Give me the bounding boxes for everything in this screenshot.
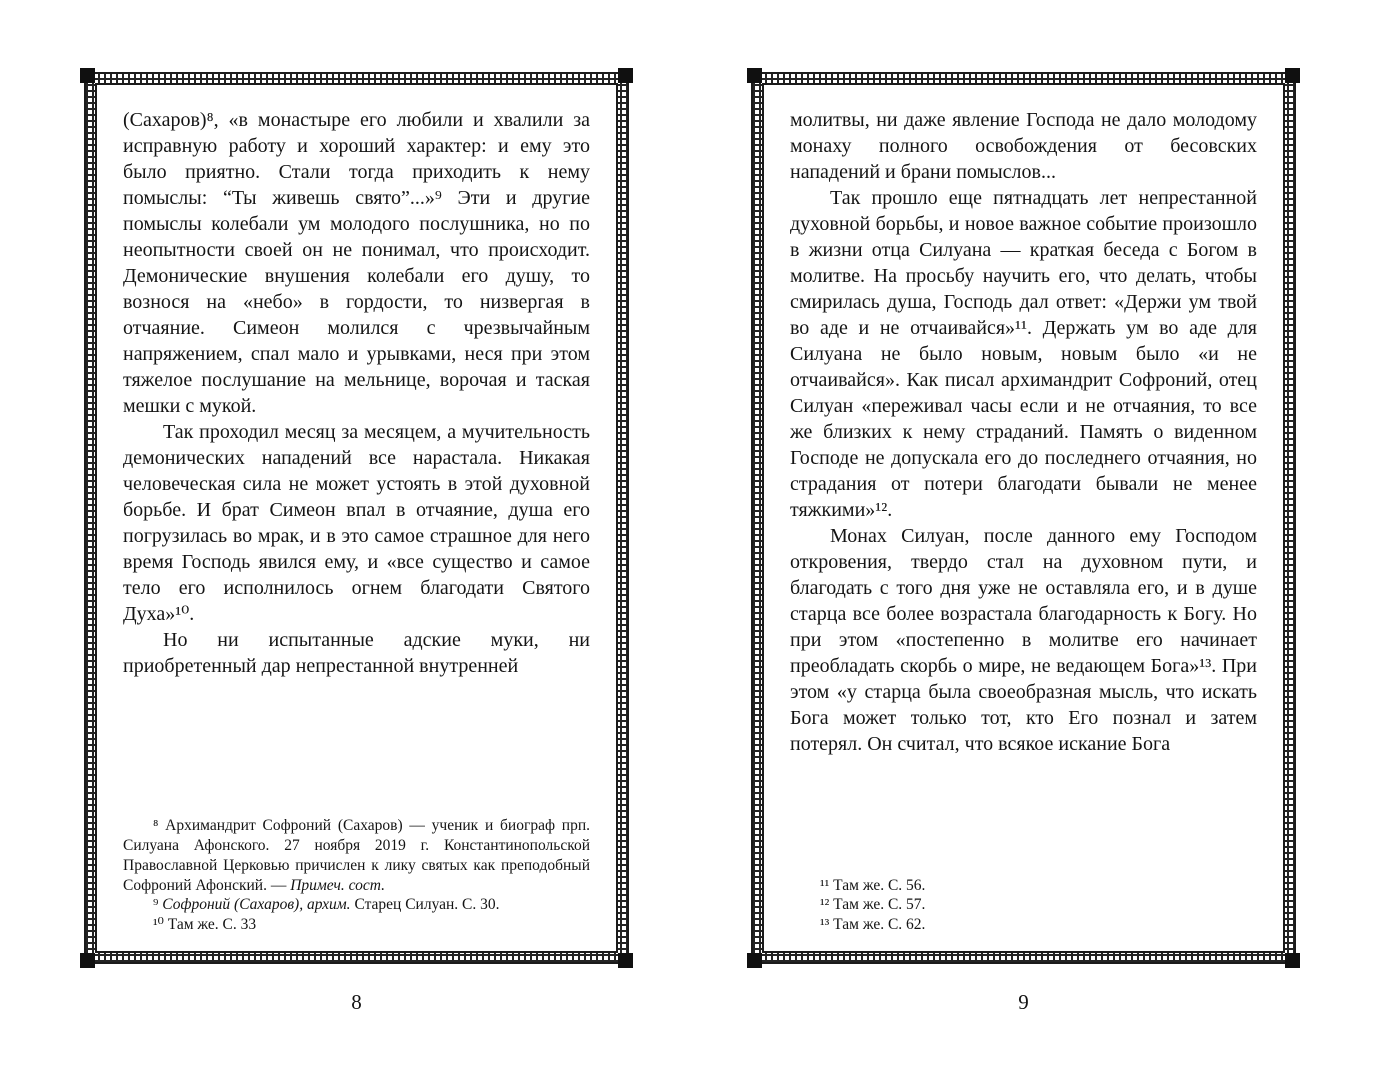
footnotes: [123, 816, 590, 935]
footnote: [790, 895, 1257, 915]
paragraph: (Сахаров)⁸, «в монастыре его любили и хвалили за исправную работу и хороший характер: и ему это было приятно. Стали тогда приходить к нему помыслы: “Ты живешь свято”...»⁹ Эти и другие помыслы колебали ум молодого послушника, но по неопытности своей он не понимал, что происходит. Демонические внушения колебали его душу, то вознося на «небо» в гордости, то низвергая в отчаяние. Симеон молился с чрезвычайным напряжением, спал мало и урывками, неся при этом тяжелое послушание на мельнице, ворочая и таская мешки с мукой.: [123, 109, 590, 417]
footnote: [123, 816, 590, 895]
paragraph: Но ни испытанные адские муки, ни приобретенный дар непрестанной внутренней: [123, 629, 590, 677]
corner-ornament: [80, 953, 95, 968]
corner-ornament: [80, 68, 95, 83]
footnote-text: ¹¹ Там же. С. 56.: [820, 876, 926, 894]
corner-ornament: [618, 68, 633, 83]
footnote: [123, 915, 590, 935]
page-number: 8: [351, 990, 362, 1014]
footnote: [790, 915, 1257, 935]
left-page: [84, 72, 629, 1015]
page-content: [762, 83, 1285, 953]
corner-ornament: [747, 953, 762, 968]
corner-ornament: [747, 68, 762, 83]
page-border-frame: [751, 72, 1296, 964]
corner-ornament: [1285, 953, 1300, 968]
page-number: 9: [1018, 990, 1029, 1014]
footnotes: [790, 876, 1257, 935]
footnote-text: ¹³ Там же. С. 62.: [820, 916, 926, 934]
corner-ornament: [1285, 68, 1300, 83]
footnote: [790, 876, 1257, 896]
corner-ornament: [618, 953, 633, 968]
paragraph: Так прошло еще пятнадцать лет непрестанной духовной борьбы, и новое важное событие произошло в жизни отца Силуана — краткая беседа с Богом в молитве. На просьбу научить его, что делать, чтобы смирилась душа, Господь дал ответ: «Держи ум твой во аде и не отчаивайся»¹¹. Держать ум во аде для Силуана не было новым, новым было «и не отчаивайся». Как писал архимандрит Софроний, отец Силуан «переживал часы если и не отчаяния, то все же близких к нему страданий. Память о виденном Господе не допускала его до последнего отчаяния, но страдания от потери благодати бывали не менее тяжкими»¹².: [790, 187, 1257, 521]
footnote-text-italic: Софроний (Сахаров), архим.: [162, 896, 351, 914]
page-content: [95, 83, 618, 953]
paragraph: Монах Силуан, после данного ему Господом откровения, твердо стал на духовном пути, и благодать с того дня уже не оставляла его, и в душе старца все более возрастала благодарность к Богу. Но при этом «постепенно в молитве его начинает преобладать скорбь о мире, не ведающем Бога»¹³. При этом «у старца была своеобразная мысль, что искать Бога может только тот, кто Его познал и затем потерял. Он считал, что всякое искание Бога: [790, 525, 1257, 755]
page-text: [123, 107, 590, 802]
footnote-text: ⁹: [153, 896, 163, 914]
footnote-text: Старец Силуан. С. 30.: [350, 896, 500, 914]
right-page: [751, 72, 1296, 1015]
page-text: [790, 107, 1257, 862]
page-border-frame: [84, 72, 629, 964]
paragraph: молитвы, ни даже явление Господа не дало молодому монаху полного освобождения от бесовских нападений и брани помыслов...: [790, 109, 1257, 183]
paragraph: Так проходил месяц за месяцем, а мучительность демонических нападений все нарастала. Никакая человеческая сила не может устоять в этой духовной борьбе. И брат Симеон впал в отчаяние, душа его погрузилась во мрак, и в это самое страшное для него время Господь явился ему, и «все существо и самое тело его исполнилось огнем благодати Святого Духа»¹⁰.: [123, 421, 590, 625]
footnote-text: ⁸ Архимандрит Софроний (Сахаров) — ученик и биограф прп. Силуана Афонского. 27 ноября 2019 г. Константинопольской Православной Церковью причислен к лику святых как преподобный Софроний Афонский. —: [123, 817, 590, 894]
footnote: [123, 895, 590, 915]
footnote-text: ¹² Там же. С. 57.: [820, 896, 926, 914]
footnote-text: ¹⁰ Там же. С. 33: [153, 916, 257, 934]
footnote-text-italic: Примеч. сост.: [290, 876, 386, 894]
